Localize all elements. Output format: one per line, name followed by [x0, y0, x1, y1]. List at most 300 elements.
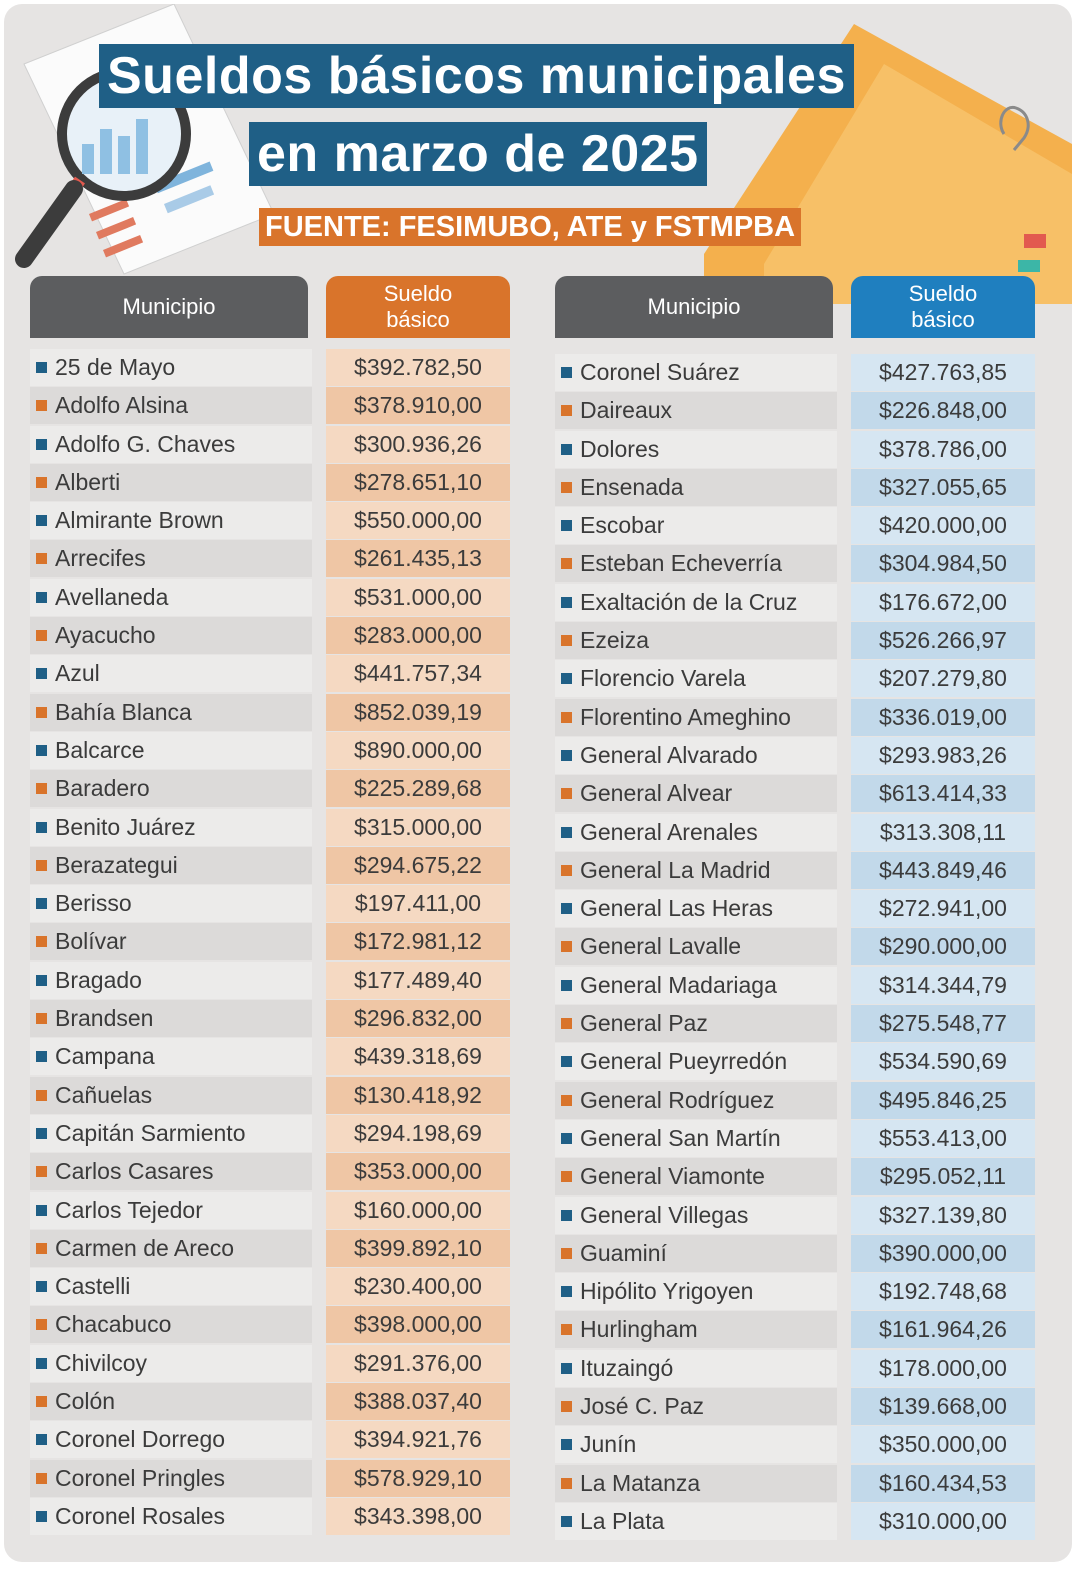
bullet-square-icon: [36, 362, 47, 373]
sueldo-cell: $139.668,00: [851, 1388, 1035, 1425]
municipio-cell: [555, 1043, 837, 1080]
sueldo-cell: $294.675,22: [326, 847, 510, 884]
sueldo-cell: $534.590,69: [851, 1043, 1035, 1080]
sueldo-cell: $160.000,00: [326, 1192, 510, 1229]
table-row: [555, 737, 1035, 774]
municipio-name: General San Martín: [580, 1124, 781, 1151]
sueldo-cell: $278.651,10: [326, 464, 510, 501]
sueldo-cell: $291.376,00: [326, 1345, 510, 1382]
sueldo-cell: $441.757,34: [326, 655, 510, 692]
table-row: [555, 1503, 1035, 1540]
table-row: [555, 584, 1035, 621]
municipio-cell: [30, 1498, 312, 1535]
table-row: [30, 1306, 510, 1343]
table-row: [555, 392, 1035, 429]
municipio-cell: [555, 584, 837, 621]
table-row: [30, 1230, 510, 1267]
municipio-cell: [30, 1383, 312, 1420]
sueldo-cell: $852.039,19: [326, 694, 510, 731]
bullet-square-icon: [561, 1401, 572, 1412]
table-row: [30, 502, 510, 539]
title-line-1: Sueldos básicos municipales: [99, 44, 854, 108]
bullet-square-icon: [36, 1319, 47, 1330]
header-municipio-right: [555, 276, 833, 338]
folder-tab-red: [1024, 234, 1046, 248]
sueldo-cell: $197.411,00: [326, 885, 510, 922]
table-row: [30, 1038, 510, 1075]
municipio-cell: [555, 507, 837, 544]
municipio-name: Coronel Pringles: [55, 1464, 226, 1491]
municipio-cell: [30, 1192, 312, 1229]
municipio-cell: [555, 1082, 837, 1119]
municipio-cell: [555, 1350, 837, 1387]
table-row: [555, 1120, 1035, 1157]
table-row: [30, 1268, 510, 1305]
sueldo-cell: $390.000,00: [851, 1235, 1035, 1272]
municipio-cell: [30, 540, 312, 577]
table-row: [30, 1153, 510, 1190]
header-municipio-left-label: Municipio: [122, 294, 216, 319]
municipio-name: General La Madrid: [580, 856, 771, 883]
title-line-2: en marzo de 2025: [249, 122, 707, 186]
header-sueldo-right: [851, 276, 1035, 338]
sueldo-cell: $350.000,00: [851, 1426, 1035, 1463]
sueldo-cell: $176.672,00: [851, 584, 1035, 621]
municipio-cell: [30, 1306, 312, 1343]
sueldo-cell: $890.000,00: [326, 732, 510, 769]
sueldo-cell: $310.000,00: [851, 1503, 1035, 1540]
sueldo-cell: $327.139,80: [851, 1197, 1035, 1234]
municipio-cell: [30, 387, 312, 424]
bullet-square-icon: [36, 1358, 47, 1369]
municipio-cell: [555, 469, 837, 506]
municipio-name: Coronel Rosales: [55, 1502, 226, 1529]
bullet-square-icon: [36, 1166, 47, 1177]
sueldo-cell: $314.344,79: [851, 967, 1035, 1004]
source-label: FUENTE: FESIMUBO, ATE y FSTMPBA: [259, 208, 801, 246]
municipio-cell: [555, 814, 837, 851]
municipio-cell: [30, 426, 312, 463]
bullet-square-icon: [561, 941, 572, 952]
sueldo-cell: $394.921,76: [326, 1421, 510, 1458]
table-row: [555, 1350, 1035, 1387]
municipio-name: Junín: [580, 1431, 637, 1458]
table-row: [30, 617, 510, 654]
table-row: [555, 1158, 1035, 1195]
table-row: [555, 814, 1035, 851]
bullet-square-icon: [561, 903, 572, 914]
bullet-square-icon: [36, 1205, 47, 1216]
municipio-name: General Madariaga: [580, 971, 777, 998]
municipio-name: Daireaux: [580, 397, 673, 424]
bullet-square-icon: [561, 712, 572, 723]
bullet-square-icon: [561, 597, 572, 608]
right-table: [555, 354, 1035, 1541]
sueldo-cell: $439.318,69: [326, 1038, 510, 1075]
sueldo-cell: $172.981,12: [326, 923, 510, 960]
sueldo-cell: $378.910,00: [326, 387, 510, 424]
municipio-name: Chacabuco: [55, 1311, 172, 1338]
municipio-name: General Alvarado: [580, 741, 758, 768]
sueldo-cell: $353.000,00: [326, 1153, 510, 1190]
table-row: [30, 885, 510, 922]
table-row: [555, 622, 1035, 659]
bullet-square-icon: [36, 1511, 47, 1522]
table-row: [555, 1043, 1035, 1080]
municipio-name: General Pueyrredón: [580, 1048, 788, 1075]
sueldo-cell: $398.000,00: [326, 1306, 510, 1343]
bullet-square-icon: [561, 1056, 572, 1067]
table-row: [30, 1115, 510, 1152]
municipio-name: Cañuelas: [55, 1081, 153, 1108]
municipio-name: Almirante Brown: [55, 507, 224, 534]
bullet-square-icon: [561, 558, 572, 569]
table-row: [30, 1460, 510, 1497]
bullet-square-icon: [36, 668, 47, 679]
municipio-name: Carmen de Areco: [55, 1234, 234, 1261]
sueldo-cell: $399.892,10: [326, 1230, 510, 1267]
infographic-card: [4, 4, 1072, 1562]
table-row: [30, 464, 510, 501]
table-row: [30, 1498, 510, 1535]
sueldo-cell: $378.786,00: [851, 431, 1035, 468]
table-row: [30, 923, 510, 960]
header-sueldo-left-label: Sueldo básico: [383, 281, 453, 332]
bullet-square-icon: [36, 1281, 47, 1292]
sueldo-cell: $578.929,10: [326, 1460, 510, 1497]
sueldo-cell: $290.000,00: [851, 928, 1035, 965]
left-table: [30, 349, 510, 1536]
sueldo-cell: $315.000,00: [326, 809, 510, 846]
table-row: [30, 540, 510, 577]
municipio-name: Florentino Ameghino: [580, 703, 791, 730]
bullet-square-icon: [36, 1396, 47, 1407]
sueldo-cell: $495.846,25: [851, 1082, 1035, 1119]
table-row: [30, 962, 510, 999]
municipio-name: Carlos Tejedor: [55, 1196, 203, 1223]
table-row: [30, 426, 510, 463]
bullet-square-icon: [36, 1434, 47, 1445]
municipio-name: Escobar: [580, 512, 665, 539]
table-row: [555, 1197, 1035, 1234]
municipio-name: Campana: [55, 1043, 155, 1070]
municipio-cell: [555, 1235, 837, 1272]
municipio-name: Alberti: [55, 468, 121, 495]
municipio-name: Florencio Varela: [580, 665, 746, 692]
header-sueldo-left: [326, 276, 510, 338]
municipio-name: Berisso: [55, 890, 132, 917]
municipio-name: Chivilcoy: [55, 1349, 148, 1376]
municipio-name: Baradero: [55, 775, 150, 802]
sueldo-cell: $304.984,50: [851, 545, 1035, 582]
table-row: [555, 1273, 1035, 1310]
municipio-name: General Lavalle: [580, 933, 742, 960]
sueldo-cell: $553.413,00: [851, 1120, 1035, 1157]
table-row: [555, 699, 1035, 736]
municipio-cell: [30, 1038, 312, 1075]
municipio-cell: [30, 847, 312, 884]
municipio-cell: [30, 1230, 312, 1267]
table-row: [30, 1000, 510, 1037]
sueldo-cell: $207.279,80: [851, 660, 1035, 697]
municipio-cell: [30, 579, 312, 616]
municipio-cell: [555, 775, 837, 812]
table-row: [30, 1192, 510, 1229]
table-row: [555, 1082, 1035, 1119]
sueldo-cell: $531.000,00: [326, 579, 510, 616]
municipio-cell: [555, 890, 837, 927]
table-row: [555, 928, 1035, 965]
bullet-square-icon: [561, 788, 572, 799]
municipio-cell: [555, 699, 837, 736]
municipio-cell: [555, 928, 837, 965]
sueldo-cell: $177.489,40: [326, 962, 510, 999]
table-row: [30, 1383, 510, 1420]
table-row: [30, 1077, 510, 1114]
municipio-name: Bragado: [55, 966, 142, 993]
municipio-cell: [30, 962, 312, 999]
bullet-square-icon: [561, 1248, 572, 1259]
municipio-cell: [555, 852, 837, 889]
municipio-cell: [555, 967, 837, 1004]
municipio-cell: [555, 1197, 837, 1234]
sueldo-cell: $300.936,26: [326, 426, 510, 463]
folder-tab-teal: [1018, 260, 1040, 272]
sueldo-cell: $230.400,00: [326, 1268, 510, 1305]
bullet-square-icon: [36, 936, 47, 947]
bullet-square-icon: [36, 1243, 47, 1254]
sueldo-cell: $327.055,65: [851, 469, 1035, 506]
municipio-cell: [555, 1465, 837, 1502]
table-row: [555, 890, 1035, 927]
municipio-name: Ezeiza: [580, 627, 650, 654]
municipio-name: Hurlingham: [580, 1316, 698, 1343]
bullet-square-icon: [561, 750, 572, 761]
table-row: [30, 579, 510, 616]
bullet-square-icon: [561, 1324, 572, 1335]
bullet-square-icon: [36, 553, 47, 564]
municipio-cell: [30, 1115, 312, 1152]
municipio-name: Guaminí: [580, 1239, 667, 1266]
municipio-cell: [30, 1000, 312, 1037]
table-row: [555, 660, 1035, 697]
municipio-name: Adolfo Alsina: [55, 392, 188, 419]
bullet-square-icon: [561, 1516, 572, 1527]
sueldo-cell: $336.019,00: [851, 699, 1035, 736]
bullet-square-icon: [36, 975, 47, 986]
table-row: [555, 1388, 1035, 1425]
bullet-square-icon: [36, 898, 47, 909]
municipio-name: Benito Juárez: [55, 813, 196, 840]
municipio-cell: [30, 617, 312, 654]
bullet-square-icon: [561, 827, 572, 838]
municipio-cell: [30, 349, 312, 386]
table-row: [30, 770, 510, 807]
sueldo-cell: $283.000,00: [326, 617, 510, 654]
municipio-cell: [555, 1388, 837, 1425]
header-municipio-right-label: Municipio: [647, 294, 741, 319]
municipio-name: Adolfo G. Chaves: [55, 430, 236, 457]
municipio-cell: [30, 885, 312, 922]
municipio-name: Azul: [55, 660, 100, 687]
municipio-cell: [555, 1311, 837, 1348]
table-row: [555, 354, 1035, 391]
bullet-square-icon: [561, 1018, 572, 1029]
sueldo-cell: $275.548,77: [851, 1005, 1035, 1042]
bullet-square-icon: [36, 1128, 47, 1139]
municipio-name: Ensenada: [580, 473, 684, 500]
municipio-cell: [30, 655, 312, 692]
municipio-cell: [555, 737, 837, 774]
bullet-square-icon: [561, 635, 572, 646]
municipio-cell: [30, 1421, 312, 1458]
header-municipio-left: [30, 276, 308, 338]
municipio-cell: [30, 809, 312, 846]
municipio-cell: [30, 1345, 312, 1382]
municipio-name: Balcarce: [55, 736, 145, 763]
sueldo-cell: $294.198,69: [326, 1115, 510, 1152]
municipio-name: Coronel Suárez: [580, 359, 740, 385]
table-row: [30, 809, 510, 846]
bullet-square-icon: [561, 444, 572, 455]
municipio-name: General Paz: [580, 1010, 708, 1037]
bullet-square-icon: [561, 482, 572, 493]
bullet-square-icon: [561, 1439, 572, 1450]
municipio-name: Dolores: [580, 435, 660, 462]
municipio-name: Capitán Sarmiento: [55, 1119, 246, 1146]
municipio-cell: [555, 354, 837, 391]
municipio-cell: [30, 1268, 312, 1305]
table-row: [30, 387, 510, 424]
table-row: [30, 694, 510, 731]
municipio-cell: [555, 1120, 837, 1157]
municipio-name: General Viamonte: [580, 1163, 765, 1190]
table-row: [555, 431, 1035, 468]
municipio-name: General Alvear: [580, 780, 733, 807]
table-row: [30, 1421, 510, 1458]
municipio-name: José C. Paz: [580, 1393, 704, 1420]
bullet-square-icon: [36, 783, 47, 794]
sueldo-cell: $293.983,26: [851, 737, 1035, 774]
municipio-cell: [555, 1158, 837, 1195]
municipio-name: Brandsen: [55, 1005, 154, 1032]
municipio-name: Carlos Casares: [55, 1158, 214, 1185]
sueldo-cell: $613.414,33: [851, 775, 1035, 812]
bullet-square-icon: [36, 822, 47, 833]
table-row: [555, 967, 1035, 1004]
municipio-cell: [555, 622, 837, 659]
sueldo-cell: $392.782,50: [326, 349, 510, 386]
municipio-name: La Matanza: [580, 1469, 701, 1496]
municipio-name: Coronel Dorrego: [55, 1426, 226, 1453]
bullet-square-icon: [561, 367, 572, 378]
bullet-square-icon: [36, 515, 47, 526]
sueldo-cell: $261.435,13: [326, 540, 510, 577]
sueldo-cell: $388.037,40: [326, 1383, 510, 1420]
municipio-name: La Plata: [580, 1507, 665, 1534]
municipio-name: Berazategui: [55, 851, 178, 878]
bullet-square-icon: [36, 1051, 47, 1062]
municipio-name: Ituzaingó: [580, 1354, 674, 1381]
municipio-cell: [555, 1426, 837, 1463]
bullet-square-icon: [561, 865, 572, 876]
table-row: [30, 655, 510, 692]
header-sueldo-right-label: Sueldo básico: [908, 281, 978, 332]
bullet-square-icon: [36, 630, 47, 641]
table-row: [30, 349, 510, 386]
bullet-square-icon: [561, 1133, 572, 1144]
bullet-square-icon: [561, 1363, 572, 1374]
sueldo-cell: $272.941,00: [851, 890, 1035, 927]
table-row: [555, 469, 1035, 506]
sueldo-cell: $130.418,92: [326, 1077, 510, 1114]
sueldo-cell: $343.398,00: [326, 1498, 510, 1535]
sueldo-cell: $443.849,46: [851, 852, 1035, 889]
table-row: [555, 1005, 1035, 1042]
table-row: [555, 1465, 1035, 1502]
table-row: [555, 852, 1035, 889]
bullet-square-icon: [36, 439, 47, 450]
bullet-square-icon: [36, 400, 47, 411]
municipio-cell: [30, 1153, 312, 1190]
table-row: [555, 1235, 1035, 1272]
bullet-square-icon: [36, 1013, 47, 1024]
municipio-name: General Rodríguez: [580, 1086, 775, 1113]
municipio-name: Castelli: [55, 1273, 131, 1300]
bullet-square-icon: [36, 477, 47, 488]
sueldo-cell: $550.000,00: [326, 502, 510, 539]
sueldo-cell: $178.000,00: [851, 1350, 1035, 1387]
municipio-cell: [555, 545, 837, 582]
bullet-square-icon: [561, 1171, 572, 1182]
sueldo-cell: $225.289,68: [326, 770, 510, 807]
municipio-cell: [30, 770, 312, 807]
bullet-square-icon: [561, 1210, 572, 1221]
municipio-cell: [30, 694, 312, 731]
table-row: [555, 1426, 1035, 1463]
municipio-name: 25 de Mayo: [55, 354, 176, 380]
municipio-name: General Villegas: [580, 1201, 749, 1228]
municipio-cell: [555, 392, 837, 429]
municipio-cell: [30, 732, 312, 769]
sueldo-cell: $296.832,00: [326, 1000, 510, 1037]
municipio-cell: [555, 1503, 837, 1540]
bullet-square-icon: [36, 1090, 47, 1101]
municipio-cell: [555, 1273, 837, 1310]
bullet-square-icon: [561, 405, 572, 416]
sueldo-cell: $160.434,53: [851, 1465, 1035, 1502]
bullet-square-icon: [36, 592, 47, 603]
bullet-square-icon: [561, 1095, 572, 1106]
municipio-name: Esteban Echeverría: [580, 550, 783, 577]
municipio-name: Bahía Blanca: [55, 698, 192, 725]
municipio-cell: [30, 923, 312, 960]
table-row: [30, 1345, 510, 1382]
table-row: [30, 847, 510, 884]
bullet-square-icon: [561, 520, 572, 531]
municipio-name: Colón: [55, 1388, 116, 1415]
municipio-cell: [30, 1077, 312, 1114]
sueldo-cell: $192.748,68: [851, 1273, 1035, 1310]
sueldo-cell: $420.000,00: [851, 507, 1035, 544]
municipio-cell: [30, 502, 312, 539]
municipio-name: Exaltación de la Cruz: [580, 588, 798, 615]
table-row: [30, 732, 510, 769]
municipio-name: General Las Heras: [580, 895, 774, 922]
sueldo-cell: $427.763,85: [851, 354, 1035, 391]
table-row: [555, 545, 1035, 582]
sueldo-cell: $526.266,97: [851, 622, 1035, 659]
